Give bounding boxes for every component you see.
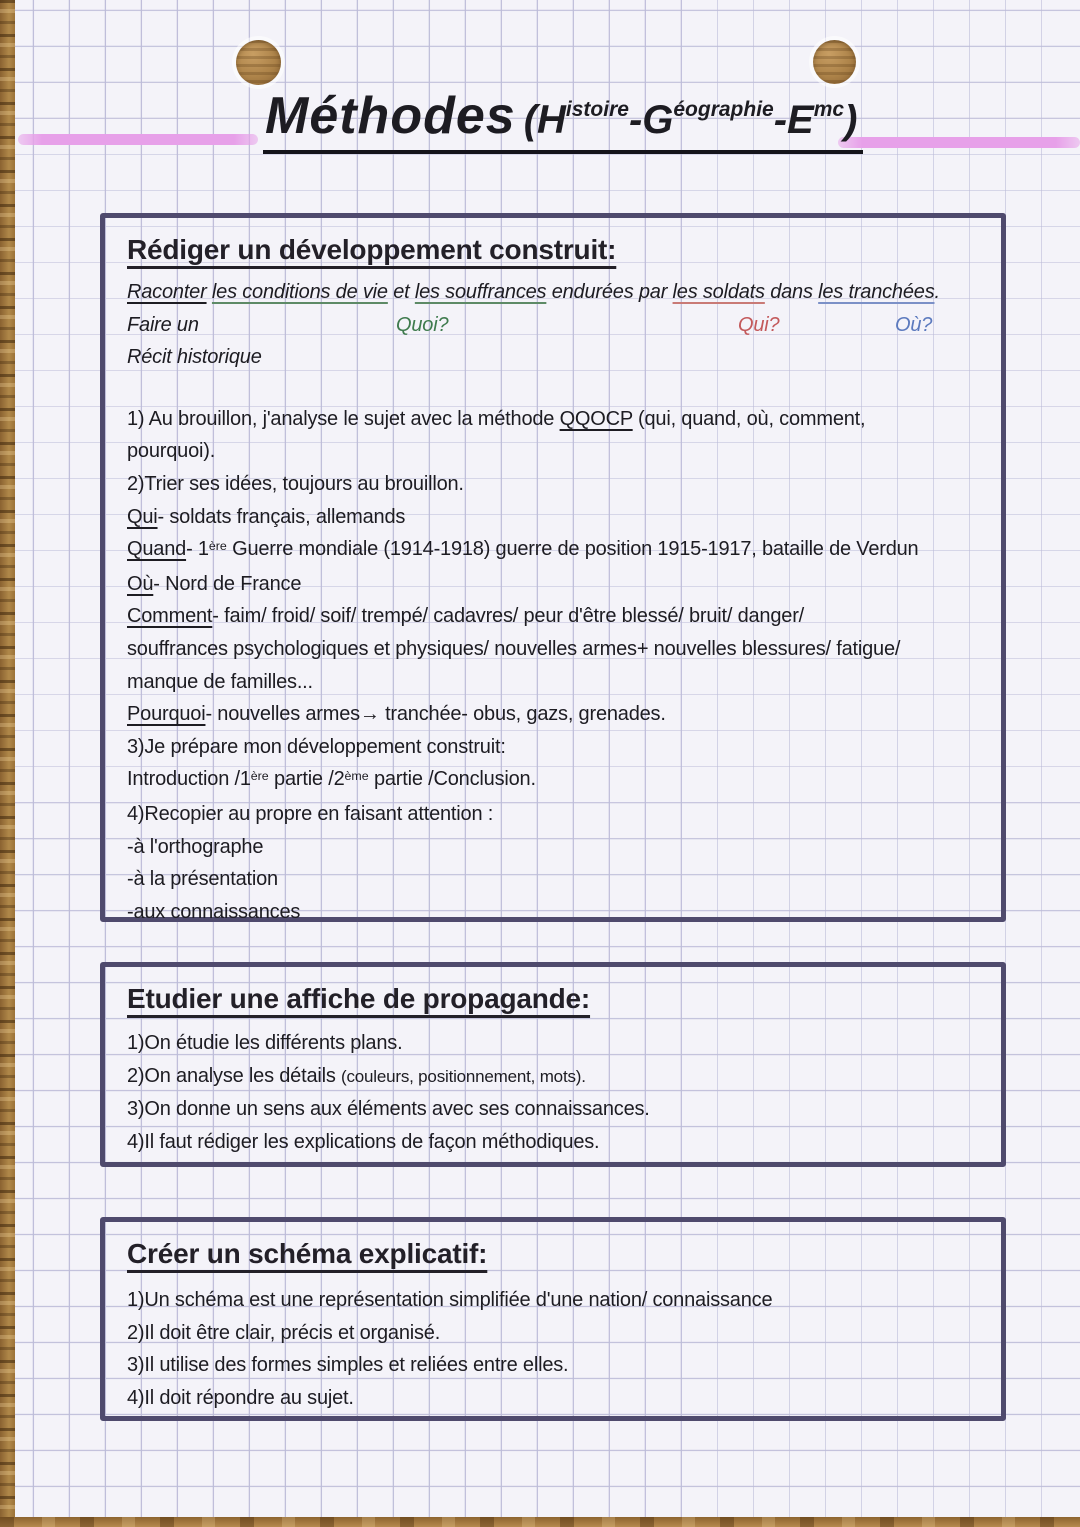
- text-line: 4)Il doit répondre au sujet.: [127, 1386, 354, 1409]
- label-faire-un: Faire un: [127, 313, 199, 336]
- section-box-affiche: [100, 962, 1006, 1167]
- text-line: 1)On étudie les différents plans.: [127, 1032, 403, 1054]
- term-raconter: Raconter: [127, 281, 207, 303]
- text-line: Quand- 1ère Guerre mondiale (1914-1918) guerre de position 1915-1917, bataille de Verdun: [127, 538, 919, 561]
- text-line: 1) Au brouillon, j'analyse le sujet avec la méthode QQOCP (qui, quand, où, comment,: [127, 407, 866, 430]
- title-sup-geographie: éographie: [673, 98, 774, 121]
- text-line: Introduction /1ère partie /2ème partie /Conclusion.: [127, 768, 536, 791]
- label-recit-historique: Récit historique: [127, 346, 262, 369]
- text-line: -aux connaissances: [127, 900, 301, 923]
- term-soldats: les soldats: [672, 281, 765, 303]
- text-line: 3)Je prépare mon développement construit:: [127, 735, 506, 758]
- section-heading: Rédiger un développement construit:: [127, 234, 617, 265]
- text-line: 3)Il utilise des formes simples et reliées entre elles.: [127, 1354, 569, 1377]
- pink-highlighter-stroke-left: [18, 134, 258, 145]
- blank-line: [127, 374, 987, 403]
- text-line: 4)Il faut rédiger les explications de façon méthodiques.: [127, 1130, 600, 1153]
- term-conditions-de-vie: les conditions de vie: [211, 281, 388, 303]
- label-ou: Où?: [895, 313, 933, 336]
- section-heading: Etudier une affiche de propagande:: [127, 983, 591, 1014]
- keyword-ou: Où: [127, 572, 154, 595]
- hole-punch-left: [236, 40, 281, 85]
- ordinal-superscript: ème: [344, 768, 369, 783]
- title-sup-emc: mc: [813, 98, 845, 121]
- text-line: 2)Il doit être clair, précis et organisé.: [127, 1321, 441, 1344]
- text-line: 2)Trier ses idées, toujours au brouillon.: [127, 472, 464, 495]
- keyword-qqocp: QQOCP: [559, 407, 633, 430]
- title-main: Méthodes: [265, 87, 516, 145]
- text-line: pourquoi).: [127, 440, 216, 463]
- section-box-schema: [100, 1217, 1006, 1421]
- label-quoi: Quoi?: [396, 313, 449, 336]
- question-labels-row: [127, 309, 987, 342]
- text-line: 1)Un schéma est une représentation simplifiée d'une nation/ connaissance: [127, 1289, 773, 1311]
- text-line: 4)Recopier au propre en faisant attention :: [127, 802, 494, 825]
- text-line: 3)On donne un sens aux éléments avec ses connaissances.: [127, 1098, 650, 1121]
- hole-punch-right: [813, 40, 856, 84]
- ordinal-superscript: ère: [250, 768, 269, 783]
- title-sup-histoire: istoire: [565, 98, 629, 121]
- parenthetical-detail: (couleurs, positionnement, mots).: [341, 1066, 586, 1086]
- text-line: Qui- soldats français, allemands: [127, 505, 406, 528]
- keyword-comment: Comment: [127, 605, 213, 628]
- page-title: [263, 88, 863, 154]
- text-line: -à l'orthographe: [127, 835, 264, 858]
- text-line: Où- Nord de France: [127, 572, 302, 595]
- ordinal-superscript: ère: [208, 538, 227, 553]
- text-line: souffrances psychologiques et physiques/ nouvelles armes+ nouvelles blessures/ fatigue/: [127, 637, 901, 660]
- pink-highlighter-stroke-right: [838, 137, 1080, 148]
- text-line: 2)On analyse les détails (couleurs, positionnement, mots).: [127, 1064, 586, 1087]
- wood-backing-bottom: [0, 1517, 1080, 1527]
- keyword-qui: Qui: [127, 505, 158, 528]
- text-line: Pourquoi- nouvelles armes→ tranchée- obus, gazs, grenades.: [127, 703, 666, 726]
- title-subjects: $(H^{istoire}-G^{éographie}-E^{mc})$: [523, 98, 858, 142]
- text-line: manque de familles...: [127, 670, 313, 693]
- section-box-rediger: [100, 213, 1006, 922]
- subject-sentence: Raconter les conditions de vie et les souffrances endurées par les soldats dans les tranchées.: [127, 281, 940, 303]
- keyword-pourquoi: Pourquoi: [127, 703, 206, 726]
- keyword-quand: Quand: [127, 538, 187, 561]
- term-tranchees: les tranchées: [818, 281, 935, 303]
- term-souffrances: les souffrances: [414, 281, 547, 303]
- section-heading: Créer un schéma explicatif:: [127, 1238, 488, 1269]
- label-qui: Qui?: [738, 313, 780, 336]
- text-line: Comment- faim/ froid/ soif/ trempé/ cadavres/ peur d'être blessé/ bruit/ danger/: [127, 605, 805, 628]
- wood-backing-left: [0, 0, 15, 1527]
- text-line: -à la présentation: [127, 868, 278, 891]
